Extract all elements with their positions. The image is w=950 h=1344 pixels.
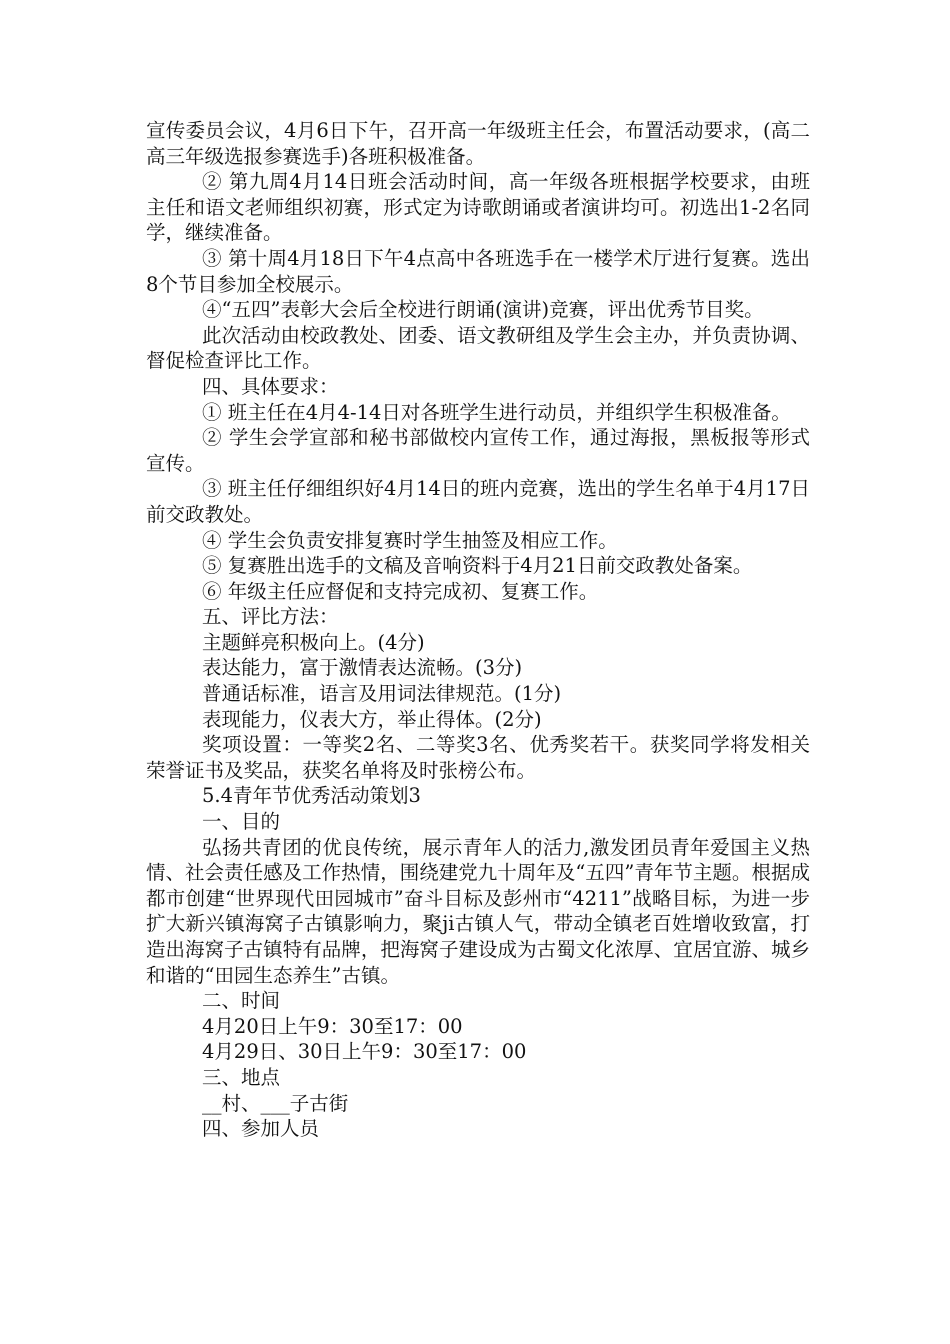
paragraph-5: 此次活动由校政教处、团委、语文教研组及学生会主办，并负责协调、督促检查评比工作。: [146, 323, 810, 373]
criteria-item-2: 表达能力，富于激情表达流畅。(3分): [202, 656, 523, 680]
purpose-paragraph: 弘扬共青团的优良传统，展示青年人的活力,激发团员青年爱国主义热情、社会责任感及工作热情，围绕建党九十周年及“五四”青年节主题。根据成都市创建“世界现代田园城市”奋斗目标及彭州市“4211”战略目标，为进一步扩大新兴镇海窝子古镇影响力，聚ji古镇人气，带动全镇老百姓增收致富，打造出海窝子古镇特有品牌，把海窝子建设成为古蜀文化浓厚、宜居宜游、城乡和谐的“田园生态养生”古镇。: [146, 835, 810, 987]
plan-title: 5.4青年节优秀活动策划3: [202, 784, 421, 808]
paragraph-12: ⑥ 年级主任应督促和支持完成初、复赛工作。: [202, 579, 599, 603]
time-line-2: 4月29日、30日上午9：30至17：00: [202, 1040, 527, 1064]
paragraph-9: ③ 班主任仔细组织好4月14日的班内竞赛，选出的学生名单于4月17日前交政教处。: [146, 477, 810, 526]
section-heading-location: 三、地点: [202, 1065, 281, 1089]
document-body: [146, 118, 810, 1142]
criteria-item-1: 主题鲜亮积极向上。(4分): [202, 630, 425, 654]
paragraph-7: ① 班主任在4月4-14日对各班学生进行动员，并组织学生积极准备。: [202, 400, 791, 424]
paragraph-2: ② 第九周4月14日班会活动时间，高一年级各班根据学校要求，由班主任和语文老师组织初赛，形式定为诗歌朗诵或者演讲均可。初选出1-2名同学，继续准备。: [146, 170, 810, 245]
paragraph-3: ③ 第十周4月18日下午4点高中各班选手在一楼学术厅进行复赛。选出8个节目参加全校展示。: [146, 246, 810, 296]
section-heading-requirements: 四、具体要求：: [202, 374, 339, 398]
criteria-item-3: 普通话标准，语言及用词法律规范。(1分): [202, 682, 562, 706]
paragraph-4: ④“五四”表彰大会后全校进行朗诵(演讲)竞赛，评出优秀节目奖。: [202, 298, 764, 322]
paragraph-1: 宣传委员会议，4月6日下午，召开高一年级班主任会，布置活动要求，(高二高三年级选报参赛选手)各班积极准备。: [146, 119, 810, 168]
location-line: __村、___子古街: [202, 1091, 349, 1115]
criteria-item-4: 表现能力，仪表大方，举止得体。(2分): [202, 707, 542, 731]
section-heading-purpose: 一、目的: [202, 810, 281, 834]
paragraph-8: ② 学生会学宣部和秘书部做校内宣传工作，通过海报，黑板报等形式宣传。: [146, 426, 810, 475]
section-heading-evaluation: 五、评比方法：: [202, 605, 339, 629]
paragraph-10: ④ 学生会负责安排复赛时学生抽签及相应工作。: [202, 528, 618, 552]
section-heading-time: 二、时间: [202, 989, 281, 1013]
section-heading-participants: 四、参加人员: [202, 1117, 320, 1141]
awards-paragraph: 奖项设置：一等奖2名、二等奖3名、优秀奖若干。获奖同学将发相关荣誉证书及奖品，获奖名单将及时张榜公布。: [146, 733, 810, 782]
paragraph-11: ⑤ 复赛胜出选手的文稿及音响资料于4月21日前交政教处备案。: [202, 554, 753, 578]
time-line-1: 4月20日上午9：30至17：00: [202, 1014, 463, 1038]
